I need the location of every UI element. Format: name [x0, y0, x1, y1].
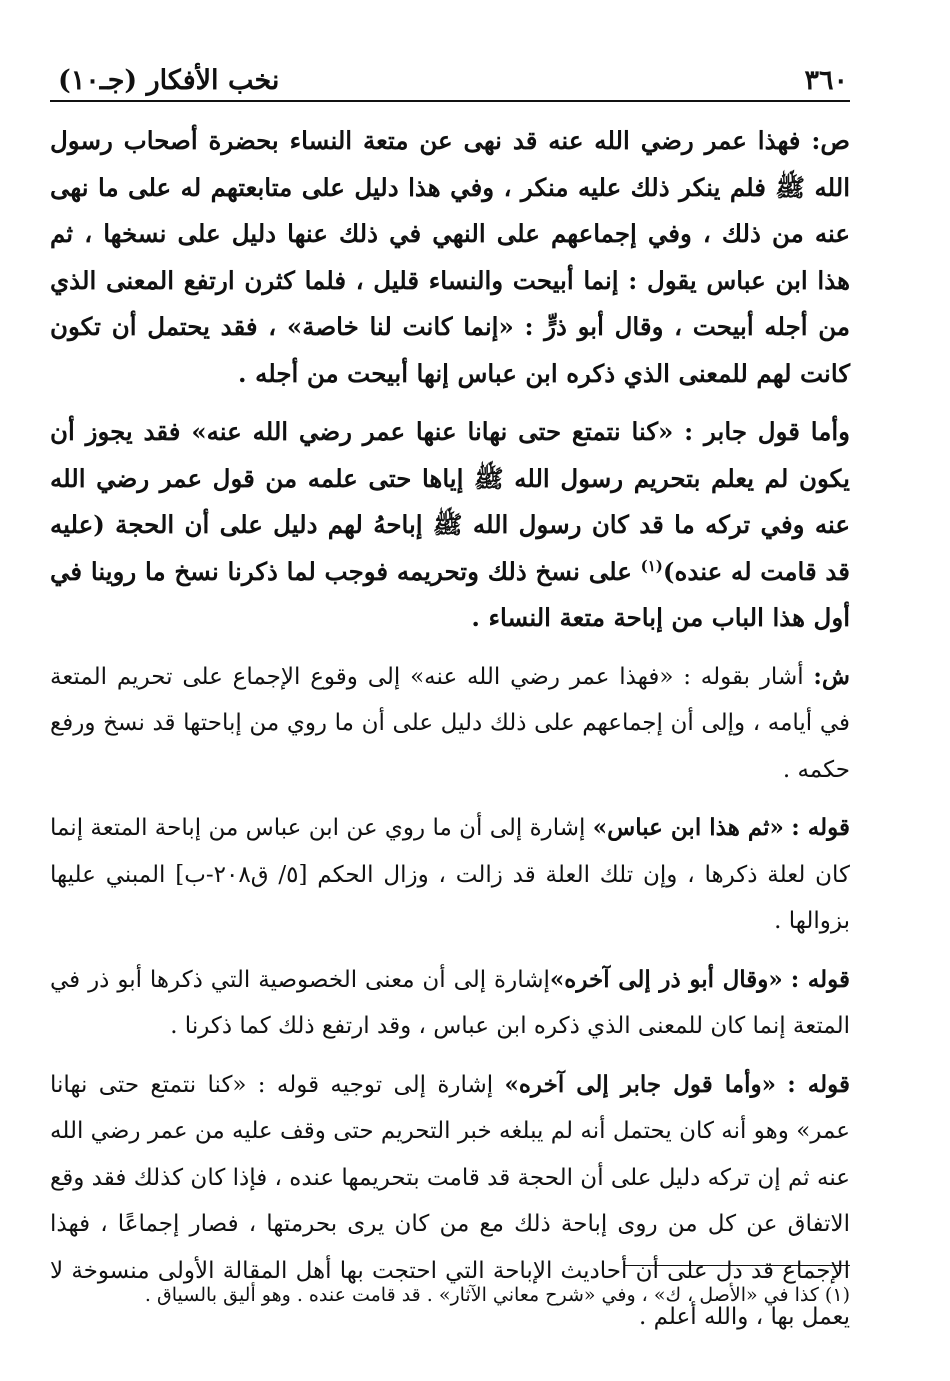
main-text	[50, 118, 850, 1353]
commentary-text: إشارة إلى توجيه قوله : «كنا نتمتع حتى نهانا عمر» وهو أنه كان يحتمل أنه لم يبلغه خبر التحريم حتى وقف عليه من عمر رضي الله عنه ثم إن تركه دليل على أن الحجة قد قامت بتحريمها عنده ، فإذا كان كذلك فقد وقع الاتفاق عن كل من روى إباحة ذلك مع من كان يرى بحرمتها ، فصار إجماعًا ، فهذا الإجماع قد دل على أن أحاديث الإباحة التي احتجت بها أهل المقالة الأولى منسوخة لا يعمل بها ، والله أعلم .	[50, 1071, 850, 1330]
commentary-marker: قوله :	[787, 1070, 850, 1098]
commentary-marker: قوله :	[791, 814, 850, 841]
commentary-marker: ش:	[813, 662, 850, 690]
page-number: ٣٦٠	[804, 65, 848, 96]
commentary-paragraph	[50, 654, 850, 794]
commentary-quote: «وقال أبو ذر إلى آخره»	[549, 965, 783, 993]
paragraph-marker: ص:	[811, 126, 851, 155]
paragraph-text-continued: على نسخ ذلك وتحريمه فوجب لما ذكرنا نسخ ما روينا في أول هذا الباب من إباحة متعة النساء .	[50, 556, 850, 632]
page-header	[58, 56, 848, 96]
paragraph-text: فهذا عمر رضي الله عنه قد نهى عن متعة النساء بحضرة أصحاب رسول الله ﷺ فلم ينكر ذلك عليه منكر ، وفي هذا دليل على متابعتهم له على ما نهى عنه من ذلك ، وفي إجماعهم على النهي في ذلك عنها دليل على نسخها ، ثم هذا ابن عباس يقول : إنما أبيحت والنساء قليل ، فلما كثرن ارتفع المعنى الذي من أجله أبيحت ، وقال أبو ذرٍّ : «إنما كانت لنا خاصة» ، فقد يحتمل أن تكون كانت لهم للمعنى الذي ذكره ابن عباس إنها أبيحت من أجله .	[50, 126, 850, 388]
commentary-marker: قوله :	[790, 965, 851, 993]
commentary-quote: «ثم هذا ابن عباس»	[592, 814, 784, 841]
commentary-quote: «وأما قول جابر إلى آخره»	[504, 1070, 776, 1098]
footnote-reference[interactable]: (١)	[640, 556, 663, 575]
commentary-text: إشارة إلى أن ما روي عن ابن عباس من إباحة المتعة إنما كان لعلة ذكرها ، وإن تلك العلة قد زالت ، وزال الحكم [٥/ ق٢٠٨-ب] المبني عليها بزوالها .	[50, 815, 851, 934]
running-title: نخب الأفكار (جـ١٠)	[58, 65, 280, 96]
matn-paragraph	[50, 118, 850, 397]
footnote-text: (١) كذا في «الأصل ، ك» ، وفي «شرح معاني الآثار» . قد قامت عنده . وهو أليق بالسياق .	[144, 1284, 850, 1306]
commentary-paragraph	[50, 957, 850, 1050]
header-divider	[50, 100, 850, 102]
commentary-text: إشارة إلى أن معنى الخصوصية التي ذكرها أبو ذر في المتعة إنما كان للمعنى الذي ذكره ابن عباس ، وقد ارتفع ذلك كما ذكرنا .	[50, 966, 850, 1039]
footnote-divider	[624, 1265, 850, 1266]
commentary-paragraph	[50, 805, 850, 945]
paragraph-text: وأما قول جابر : «كنا نتمتع حتى نهانا عنها عمر رضي الله عنه» فقد يجوز أن يكون لم يعلم بتحريم رسول الله ﷺ إياها حتى علمه من قول عمر رضي الله عنه وفي تركه ما قد كان رسول الله ﷺ إباحهُ لهم دليل على أن الحجة (عليه قد قامت له عنده)	[50, 417, 850, 586]
footnote	[50, 1280, 850, 1310]
commentary-text: أشار بقوله : «فهذا عمر رضي الله عنه» إلى وقوع الإجماع على تحريم المتعة في أيامه ، وإلى أن إجماعهم على ذلك دليل على أن ما روي من إباحتها قد نسخ ورفع حكمه .	[50, 663, 850, 783]
matn-paragraph	[50, 409, 850, 642]
